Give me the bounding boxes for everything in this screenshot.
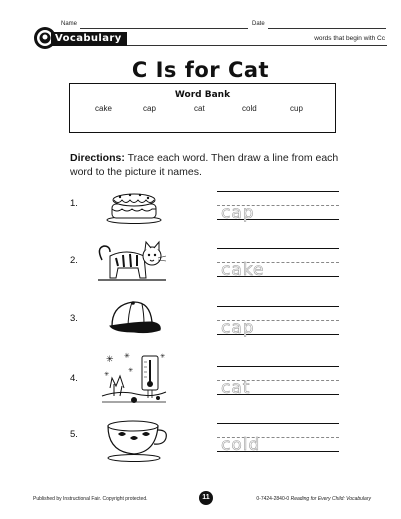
item-number: 4. [70,373,78,384]
item-number: 2. [70,255,78,266]
page-number: 11 [199,491,213,505]
word-bank-word: cat [194,104,205,113]
cup-icon[interactable] [100,418,170,462]
svg-text:✳: ✳ [124,352,130,360]
footer-isbn: 0-7424-2840-0 [256,496,290,502]
cap-icon[interactable] [104,298,164,338]
trace-box[interactable] [217,306,339,338]
svg-text:✳: ✳ [106,355,114,365]
word-bank-word: cake [95,104,112,113]
cake-icon[interactable] [104,188,164,224]
footer-book [256,496,371,502]
directions [70,151,360,179]
header-rule [127,45,387,46]
trace-word: cap [221,318,255,338]
svg-text:✳: ✳ [128,367,134,374]
svg-text:✳: ✳ [104,371,110,378]
header-subtitle: words that begin with Cc [314,35,385,42]
trace-box[interactable] [217,366,339,398]
footer-publisher: Published by Instructional Fair. Copyright protected. [33,496,148,502]
directions-text: Trace each word. Then draw a line from each word to the picture it names. [70,152,339,178]
trace-box[interactable] [217,423,339,455]
vocabulary-badge: Vocabulary [51,32,127,46]
word-bank [69,83,336,133]
trace-word: cake [221,260,265,280]
directions-label: Directions: [70,152,125,164]
word-bank-word: cup [290,104,303,113]
trace-box[interactable] [217,191,339,223]
trace-box[interactable] [217,248,339,280]
word-bank-title: Word Bank [174,90,231,100]
trace-word: cap [221,203,255,223]
trace-word: cat [221,378,251,398]
name-line[interactable] [80,28,248,29]
item-number: 1. [70,198,78,209]
cat-icon[interactable] [96,238,168,282]
item-number: 5. [70,429,78,440]
item-number: 3. [70,313,78,324]
cold-scene-icon[interactable] [100,348,168,406]
date-line[interactable] [268,28,386,29]
page-title: C Is for Cat [131,58,270,82]
word-bank-word: cap [143,104,156,113]
date-label: Date [252,21,265,27]
svg-text:✳: ✳ [160,353,166,360]
trace-word: cold [221,435,261,455]
name-label: Name [61,21,78,27]
word-bank-word: cold [242,104,257,113]
footer-book-title: Reading for Every Child: Vocabulary [290,496,371,502]
